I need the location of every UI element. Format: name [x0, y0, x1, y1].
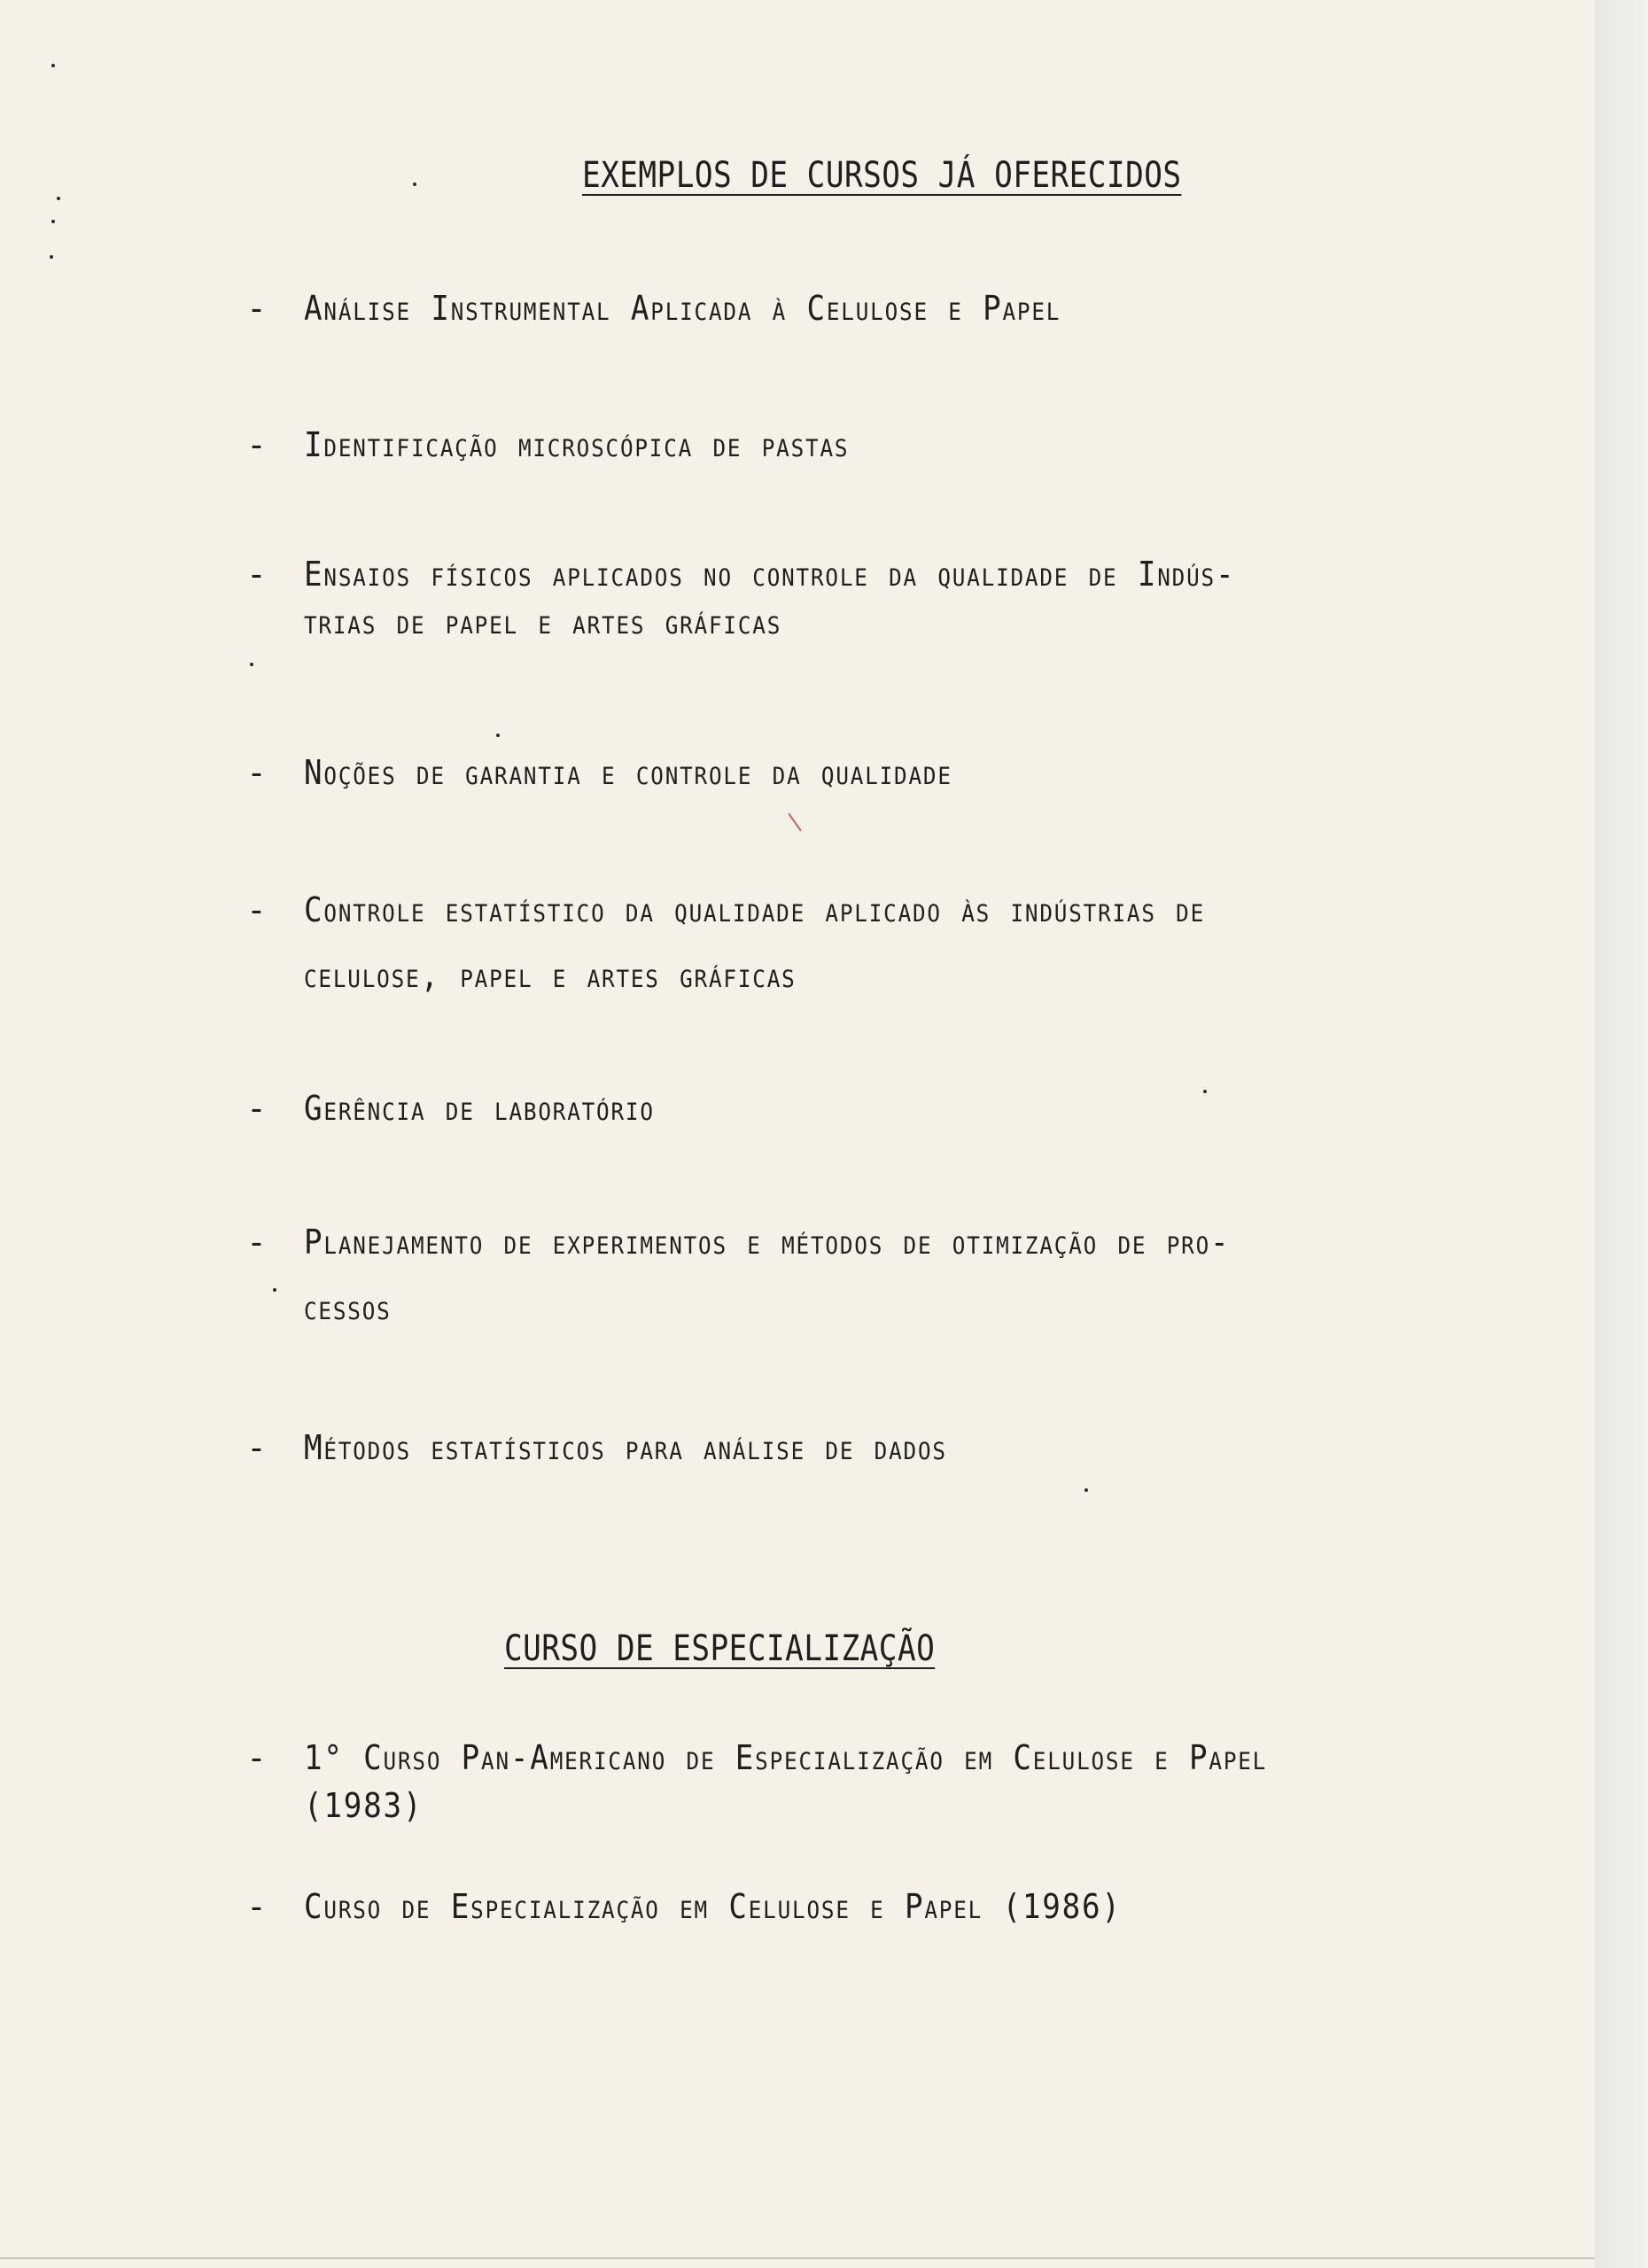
- scan-speck: [1084, 1488, 1088, 1492]
- scan-speck: [496, 734, 500, 737]
- specialization-text-continued: (1983): [304, 1786, 424, 1825]
- course-text: Controle estatístico da qualidade aplicado às indústrias de: [304, 890, 1206, 929]
- scan-speck: [51, 220, 55, 223]
- heading-specialization: CURSO DE ESPECIALIZAÇÃO: [504, 1628, 936, 1669]
- scan-speck: [1203, 1090, 1207, 1093]
- course-text: Ensaios físicos aplicados no controle da qualidade de Indús-: [304, 555, 1236, 594]
- heading-courses-offered: EXEMPLOS DE CURSOS JÁ OFERECIDOS: [582, 155, 1182, 196]
- red-mark: [788, 813, 801, 832]
- specialization-text: Curso de Especialização em Celulose e Papel (1986): [304, 1887, 1122, 1926]
- course-text-continued: celulose, papel e artes gráficas: [304, 956, 797, 995]
- course-text: Análise Instrumental Aplicada à Celulose e Papel: [304, 289, 1061, 328]
- bullet-dash: -: [246, 753, 267, 792]
- bullet-dash: -: [246, 890, 267, 929]
- scan-speck: [273, 1288, 276, 1292]
- scan-speck: [57, 197, 60, 200]
- page-edge: [1595, 0, 1648, 2268]
- course-text-continued: trias de papel e artes gráficas: [304, 602, 782, 641]
- course-text: Identificação microscópica de pastas: [304, 425, 850, 464]
- bullet-dash: -: [246, 1089, 267, 1128]
- course-text: Noções de garantia e controle da qualidade: [304, 753, 952, 792]
- bullet-dash: -: [246, 425, 267, 464]
- bullet-dash: -: [246, 1223, 267, 1262]
- scan-speck: [250, 663, 253, 666]
- bullet-dash: -: [246, 289, 267, 328]
- course-text: Métodos estatísticos para análise de dados: [304, 1428, 947, 1467]
- bullet-dash: -: [246, 1428, 267, 1467]
- page-bottom-edge: [0, 2257, 1595, 2259]
- scan-speck: [413, 183, 416, 186]
- bullet-dash: -: [246, 1887, 267, 1926]
- scan-speck: [50, 255, 53, 259]
- specialization-text: 1° Curso Pan-Americano de Especialização em Celulose e Papel: [304, 1738, 1268, 1777]
- scan-speck: [51, 64, 55, 67]
- course-text: Planejamento de experimentos e métodos de otimização de pro-: [304, 1223, 1231, 1262]
- course-text: Gerência de laboratório: [304, 1089, 655, 1128]
- bullet-dash: -: [246, 555, 267, 594]
- bullet-dash: -: [246, 1738, 267, 1777]
- course-text-continued: cessos: [304, 1288, 392, 1327]
